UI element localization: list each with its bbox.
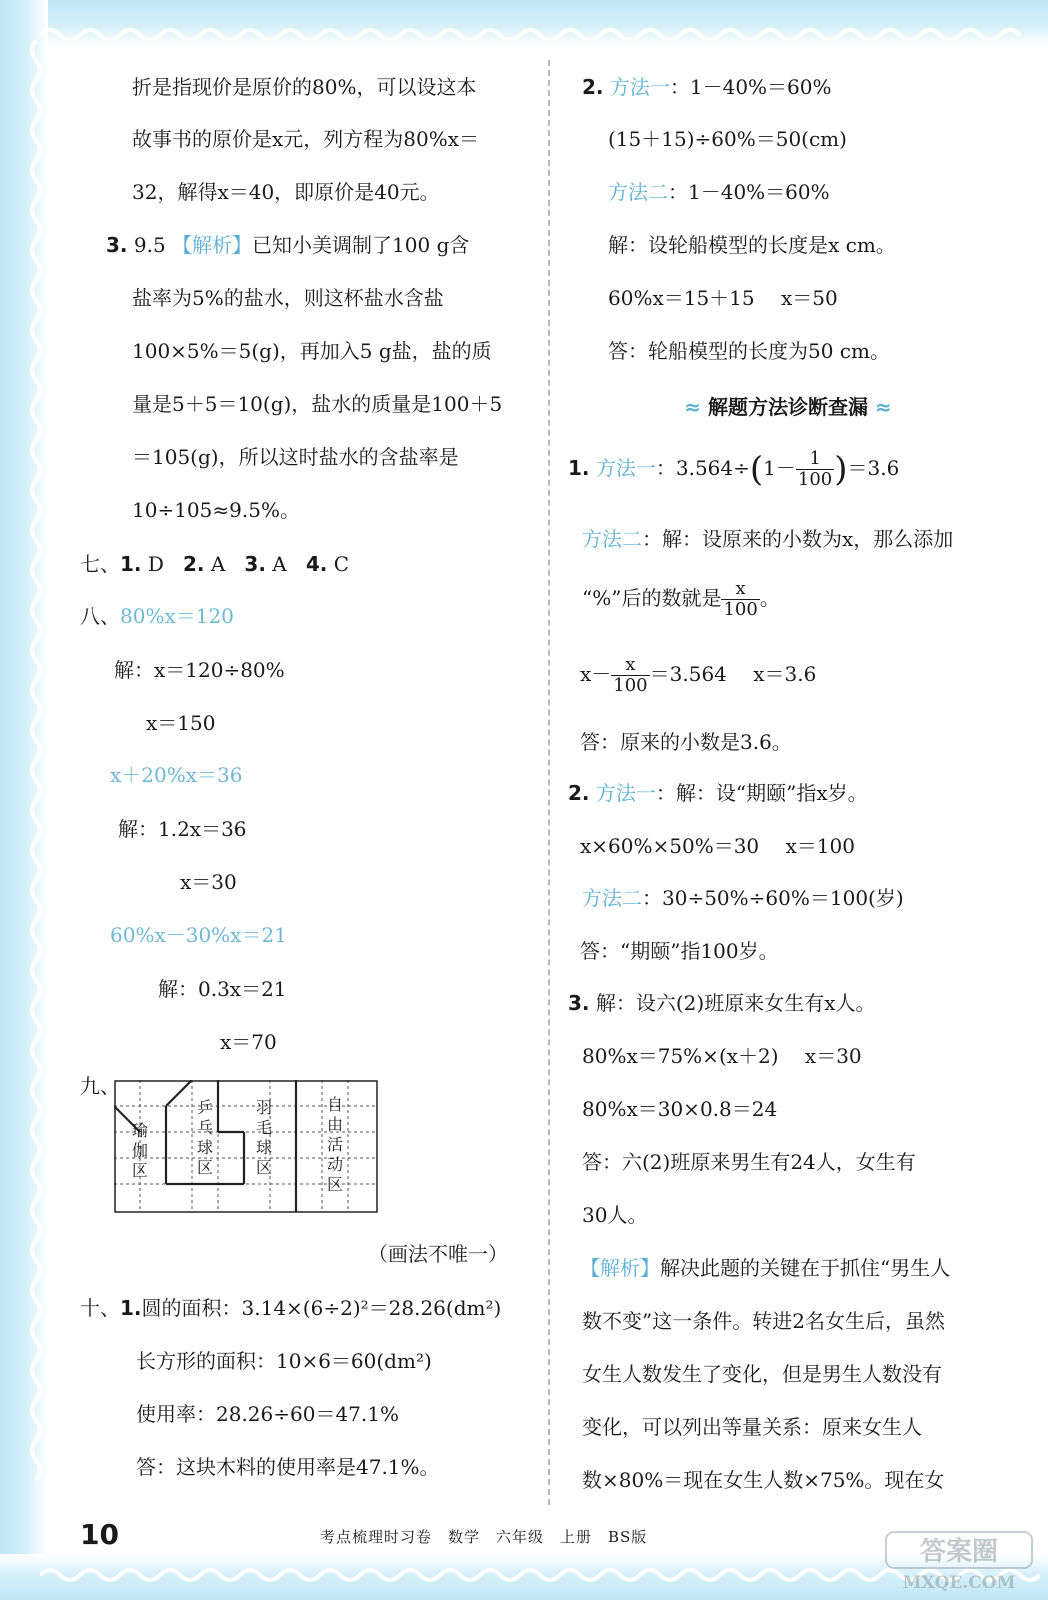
column-divider — [548, 60, 550, 1505]
border-wave-top — [40, 20, 1040, 50]
question-number: 1. — [120, 1296, 142, 1320]
zone-char: 羽 — [255, 1098, 273, 1117]
solution-text: ：解：设“期颐”指x岁。 — [655, 781, 868, 805]
method-tag: 方法二 — [608, 180, 668, 204]
fraction — [611, 655, 649, 696]
item-answer: C — [333, 552, 349, 576]
solution-line: 解：设轮船模型的长度是x cm。 — [608, 233, 896, 257]
analysis-text: 解决此题的关键在于抓住“男生人 — [660, 1256, 951, 1280]
question-number: 2. — [568, 781, 590, 805]
numerator: 1 — [796, 449, 834, 470]
analysis-line: 女生人数发生了变化，但是男生人数没有 — [582, 1362, 942, 1386]
analysis-tag: 【解析】 — [580, 1256, 660, 1280]
solution-text: 解：设六(2)班原来女生有x人。 — [595, 991, 876, 1015]
text-line: 100×5%＝5(g)，再加入5 g盐，盐的质 — [132, 339, 492, 363]
item-answer: A — [210, 552, 226, 576]
answer-line: 答：“期颐”指100岁。 — [580, 939, 779, 963]
item-number: 4. — [305, 552, 328, 576]
book-info: 考点梳理时习卷 数学 六年级 上册 BS版 — [320, 1528, 648, 1546]
zone-char: 乓 — [196, 1118, 214, 1137]
equation: 60%x－30%x＝21 — [110, 923, 287, 947]
solution-line: 解：x＝120÷80% — [114, 658, 285, 682]
text-line: ＝105(g)，所以这时盐水的含盐率是 — [132, 445, 459, 469]
solution-line: x＝150 — [146, 711, 216, 735]
fraction — [721, 579, 759, 620]
denominator: 100 — [723, 599, 758, 620]
analysis-text: 已知小美调制了100 g含 — [252, 233, 470, 257]
solution-text: “%”后的数就是 — [582, 586, 722, 610]
solution-line: 80%x＝75%×(x＋2) x＝30 — [582, 1044, 862, 1068]
solution-text: ：1－40%＝60% — [668, 180, 830, 204]
question-number: 3. — [568, 991, 590, 1015]
denominator: 100 — [797, 469, 833, 490]
item-number: 2. — [183, 552, 205, 576]
solution-text: ：1－40%＝60% — [669, 75, 832, 99]
text-line: 32，解得x＝40，即原价是40元。 — [132, 180, 440, 204]
zone-char: 区 — [326, 1175, 344, 1194]
drawing-note: （画法不唯一） — [368, 1242, 508, 1266]
answer-line: 答：轮船模型的长度为50 cm。 — [608, 339, 890, 363]
watermark-url: MXQE.COM — [902, 1573, 1016, 1592]
solution-line: 解：0.3x＝21 — [158, 977, 287, 1001]
solution-text: ＝3.564 x＝3.6 — [649, 662, 817, 686]
section-7-answers — [80, 550, 349, 578]
zone-char: 由 — [326, 1115, 344, 1134]
paren-close: ) — [834, 449, 848, 490]
method-tag: 方法一 — [595, 456, 656, 480]
zone-char: 乒 — [196, 1098, 214, 1117]
method-line — [582, 525, 953, 553]
zone-char: 瑜 — [131, 1121, 149, 1140]
fraction — [796, 449, 834, 490]
zone-char: 活 — [326, 1135, 344, 1154]
solution-line: 使用率：28.26÷60＝47.1% — [136, 1402, 399, 1426]
zone-char: 动 — [326, 1155, 344, 1174]
text-line: 10÷105≈9.5%。 — [132, 498, 300, 522]
solution-line: x＝30 — [180, 870, 237, 894]
zone-grid — [114, 1080, 380, 1220]
diagnosis-3-line-1 — [568, 989, 875, 1017]
solution-line: (15＋15)÷60%＝50(cm) — [608, 127, 847, 151]
solution-line: x＝70 — [220, 1030, 277, 1054]
question-number: 3. — [106, 233, 128, 257]
solution-text: ：解：设原来的小数为x，那么添加 — [642, 527, 954, 551]
section-10-line-1 — [80, 1294, 501, 1322]
page-footer — [80, 1518, 1000, 1554]
diagnosis-1-line-1 — [568, 448, 899, 488]
zone-char: 区 — [196, 1158, 214, 1177]
analysis-tag: 【解析】 — [172, 233, 253, 257]
zone-char: 自 — [326, 1095, 344, 1114]
method-tag: 方法二 — [582, 527, 642, 551]
solution-text: 圆的面积：3.14×(6÷2)²＝28.26(dm²) — [141, 1296, 502, 1320]
solution-line: 长方形的面积：10×6＝60(dm²) — [136, 1349, 432, 1373]
method-tag: 方法二 — [582, 886, 642, 910]
page-number: 10 — [80, 1518, 119, 1551]
equation: x＋20%x＝36 — [110, 763, 243, 787]
question-number: 2. — [582, 75, 604, 99]
item-answer: A — [272, 552, 287, 576]
question-number: 1. — [568, 456, 590, 480]
text-line: 故事书的原价是x元，列方程为80%x＝ — [132, 127, 480, 151]
method-tag: 方法一 — [609, 75, 670, 99]
analysis-line: 变化，可以列出等量关系：原来女生人 — [582, 1415, 922, 1439]
text-line: 折是指现价是原价的80%，可以设这本 — [132, 75, 477, 99]
paren-open: ( — [749, 449, 764, 490]
answer-line: 答：原来的小数是3.6。 — [580, 730, 792, 754]
method-line — [582, 884, 904, 912]
zone-char: 区 — [131, 1161, 149, 1180]
text-line: 盐率为5%的盐水，则这杯盐水含盐 — [132, 286, 444, 310]
solution-line: 解：1.2x＝36 — [118, 817, 247, 841]
text-line: 量是5＋5＝10(g)，盐水的质量是100＋5 — [132, 392, 503, 416]
section-label: 八、 — [80, 604, 120, 628]
section-label: 十、 — [80, 1296, 120, 1320]
analysis-line: 数×80%＝现在女生人数×75%。现在女 — [582, 1468, 945, 1492]
answer-line: 30人。 — [582, 1203, 648, 1227]
solution-text: x－ — [580, 662, 612, 686]
item-answer: D — [147, 552, 164, 576]
numerator: x — [721, 579, 759, 600]
solution-line — [582, 576, 780, 620]
waves-icon: ≈ — [684, 395, 702, 419]
solution-text: ＝3.6 — [847, 456, 900, 480]
zone-char: 球 — [255, 1138, 273, 1157]
denominator: 100 — [613, 675, 648, 696]
zone-char: 毛 — [255, 1118, 273, 1137]
border-wave-left — [26, 40, 46, 1560]
method-line — [608, 178, 830, 206]
method-tag: 方法一 — [595, 781, 656, 805]
section-label: 九、 — [80, 1074, 120, 1098]
solution-line — [580, 652, 816, 696]
analysis-line: 数不变”这一条件。转进2名女生后，虽然 — [582, 1309, 945, 1333]
item-number: 3. — [244, 552, 266, 576]
diagnosis-2-line-1 — [568, 779, 868, 807]
solution-line: x×60%×50%＝30 x＝100 — [580, 834, 855, 858]
question-3 — [106, 231, 469, 259]
equation: 80%x＝120 — [120, 604, 234, 628]
section-heading — [568, 393, 1008, 421]
section-8-eq1 — [80, 602, 234, 630]
section-label: 七、 — [80, 552, 120, 576]
watermark-text: 答案圈 — [919, 1537, 999, 1567]
numerator: x — [611, 655, 649, 676]
solution-line: 60%x＝15＋15 x＝50 — [608, 286, 838, 310]
analysis-line — [580, 1254, 950, 1282]
answer-line: 答：这块木料的使用率是47.1%。 — [136, 1455, 440, 1479]
watermark-logo — [884, 1530, 1034, 1592]
section-heading-text: 解题方法诊断查漏 — [708, 395, 868, 419]
waves-icon: ≈ — [874, 395, 892, 419]
question-2-line-1 — [582, 73, 832, 101]
zone-char: 球 — [196, 1138, 214, 1157]
solution-text: ：3.564÷ — [655, 456, 750, 480]
zone-grid-svg — [114, 1080, 380, 1216]
zone-char: 伽 — [131, 1141, 149, 1160]
solution-text: ：30÷50%÷60%＝100(岁) — [642, 886, 904, 910]
solution-text: 1－ — [763, 456, 796, 480]
item-number: 1. — [120, 552, 142, 576]
answer-value: 9.5 — [133, 233, 166, 257]
zone-char: 区 — [255, 1158, 273, 1177]
solution-text: 。 — [759, 586, 780, 610]
solution-line: 80%x＝30×0.8＝24 — [582, 1097, 778, 1121]
answer-line: 答：六(2)班原来男生有24人，女生有 — [582, 1150, 916, 1174]
